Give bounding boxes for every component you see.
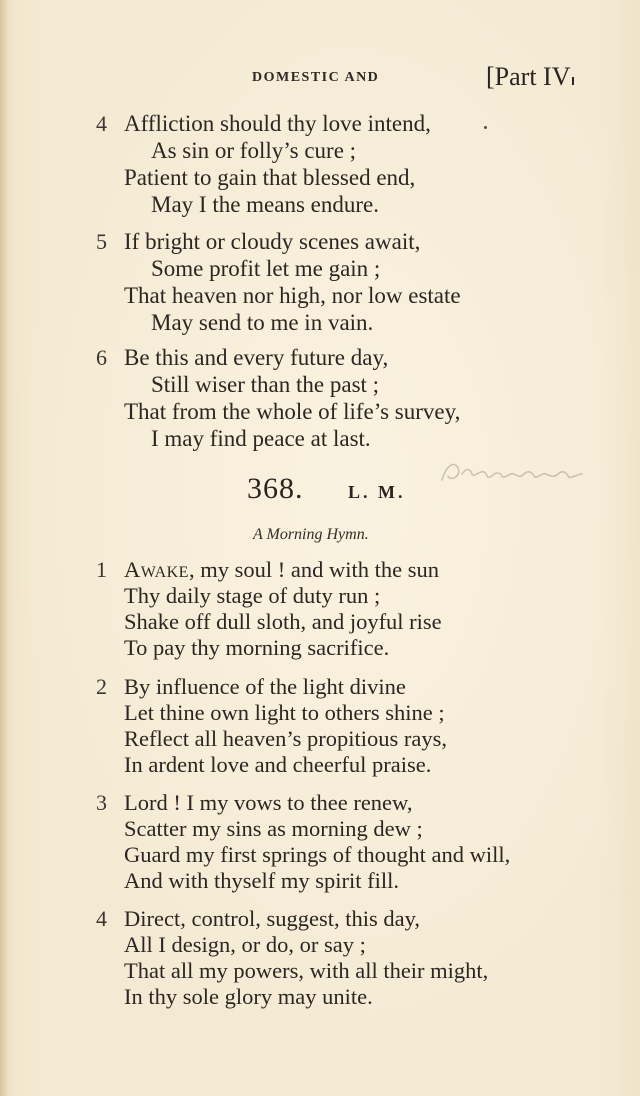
verse-line: Some profit let me gain ;: [151, 256, 381, 281]
stanza-number: 5: [96, 229, 107, 254]
first-word: Awake: [124, 557, 189, 582]
ink-speck: [484, 126, 487, 129]
verse-line: By influence of the light divine: [124, 674, 406, 699]
verse-line: All I design, or do, or say ;: [124, 932, 366, 957]
bracket-tail: [572, 77, 574, 85]
hymn-subtitle: A Morning Hymn.: [253, 526, 369, 543]
hymn-heading: [0, 472, 640, 508]
verse-line: Be this and every future day,: [124, 345, 389, 370]
verse-line: That heaven nor high, nor low estate: [124, 283, 461, 308]
part-label-text: [Part IV: [486, 62, 571, 91]
stanza-number: 4: [96, 111, 107, 136]
page-header: [0, 62, 640, 96]
verse-line: Let thine own light to others shine ;: [124, 700, 445, 725]
verse-line: Direct, control, suggest, this day,: [124, 906, 420, 931]
verse-line: Still wiser than the past ;: [151, 372, 380, 397]
stanza-number: 1: [96, 557, 107, 582]
hymn-number: 368.: [247, 472, 304, 505]
verse-line: In thy sole glory may unite.: [124, 984, 373, 1009]
hymn-meter: L. M.: [348, 482, 406, 502]
verse-line: As sin or folly’s cure ;: [151, 138, 357, 163]
verse-line: May send to me in vain.: [151, 310, 374, 335]
verse-line: Lord ! I my vows to thee renew,: [124, 790, 413, 815]
verse-line-first: [124, 557, 439, 583]
verse-line: May I the means endure.: [151, 192, 380, 217]
verse-line: Reflect all heaven’s propitious rays,: [124, 726, 448, 751]
verse-line: Thy daily stage of duty run ;: [124, 583, 381, 608]
page-edge-shadow: [0, 0, 8, 1096]
running-head: DOMESTIC AND: [252, 70, 380, 85]
verse-line: In ardent love and cheerful praise.: [124, 752, 432, 777]
verse-line: That from the whole of life’s survey,: [124, 399, 461, 424]
verse-line: Patient to gain that blessed end,: [124, 165, 416, 190]
verse-line: To pay thy morning sacrifice.: [124, 635, 390, 660]
verse-line: And with thyself my spirit fill.: [124, 868, 399, 893]
stanza-number: 4: [96, 906, 107, 931]
verse-line: Shake off dull sloth, and joyful rise: [124, 609, 442, 634]
first-line-rest: , my soul ! and with the sun: [188, 557, 439, 582]
verse-line: If bright or cloudy scenes await,: [124, 229, 421, 254]
stanza-number: 2: [96, 674, 107, 699]
stanza-number: 3: [96, 790, 107, 815]
verse-line: Scatter my sins as morning dew ;: [124, 816, 423, 841]
verse-line: I may find peace at last.: [151, 426, 371, 451]
verse-line: Affliction should thy love intend,: [124, 111, 431, 136]
part-label: [486, 62, 574, 92]
verse-line: That all my powers, with all their might,: [124, 958, 489, 983]
verse-line: Guard my first springs of thought and will,: [124, 842, 511, 867]
stanza-number: 6: [96, 345, 107, 370]
